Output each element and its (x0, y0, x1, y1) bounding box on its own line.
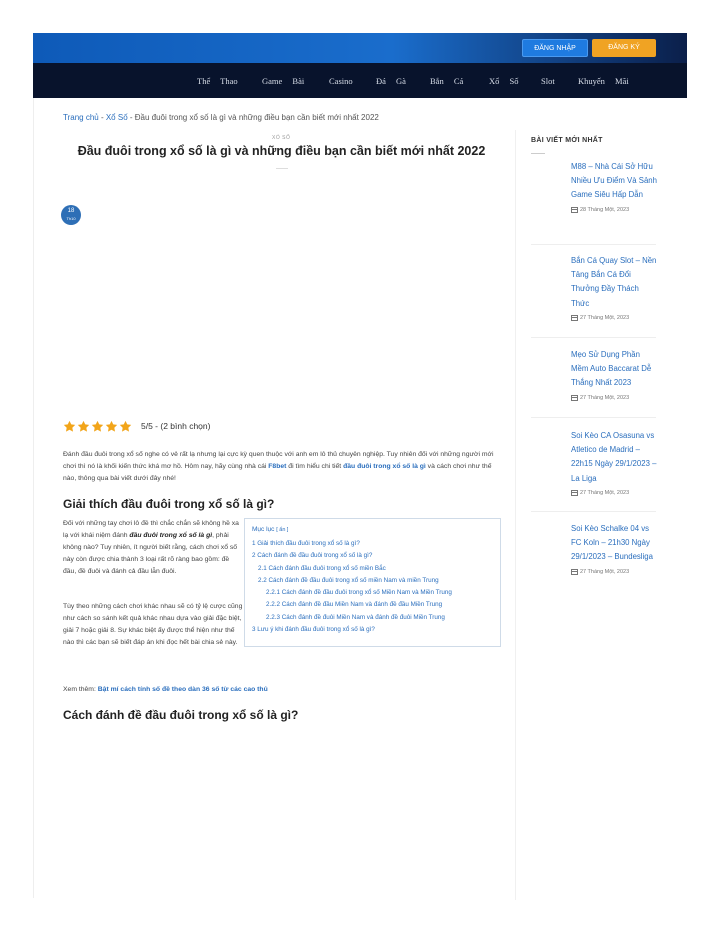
sidebar-title-divider (531, 153, 545, 154)
post-date-text: 27 Tháng Một, 2023 (580, 489, 630, 496)
post-date-text: 28 Tháng Một, 2023 (580, 206, 630, 213)
paragraph-text: Đối với những tay chơi lô đề thì chắc chắn sẽ không hề xa lạ với khái niệm đánh (63, 520, 239, 539)
toc-item[interactable]: 1 Giải thích đầu đuôi trong xổ số là gì? (252, 540, 360, 547)
date-badge (61, 205, 81, 225)
rating-text: 5/5 - (2 bình chọn) (141, 421, 211, 431)
content-border (33, 98, 34, 898)
intro-text: Đánh đầu đuôi trong xổ số nghe có vẻ rất lạ nhưng lại cực kỳ quen thuộc với anh em lô thủ chuyên nghiệp. Tuy nhiên đối với những người mới chơi thì nó là khối kiến thức khá mơ hồ. Hôm nay, hãy cùng nhà cái (63, 451, 494, 470)
paragraph-text: , phải không nào? Tuy nhiên, ít người biết rằng, cách chơi xổ số này còn được chia thành 3 loại rất rõ ràng bao gồm: đề đầu, đề đuôi và đánh cả đầu lẫn đuôi. (63, 532, 238, 575)
rating (63, 419, 210, 433)
sidebar-post (571, 522, 659, 575)
sidebar-separator (531, 417, 656, 418)
sidebar-post (571, 348, 659, 401)
star-icon[interactable] (91, 420, 104, 433)
star-icon[interactable] (105, 420, 118, 433)
paragraph-bold: đầu đuôi trong xổ số là gì (129, 532, 213, 539)
article-title: Đầu đuôi trong xổ số là gì và những điều bạn cần biết mới nhất 2022 (77, 144, 486, 158)
sidebar-title: BÀI VIẾT MỚI NHẤT (531, 137, 603, 144)
see-also-label: Xem thêm: (63, 686, 98, 693)
nav-item-xo-so[interactable]: Xổ Số (489, 76, 519, 86)
title-divider (276, 168, 288, 169)
intro-text: đi tìm hiểu chi tiết (286, 463, 344, 470)
intro-text: và cách chơi như thế nào, thông qua bài viết dưới đây nhé! (63, 463, 492, 482)
nav-item-da-ga[interactable]: Đá Gà (376, 76, 406, 86)
toc-toggle[interactable]: [ ẩn ] (276, 527, 289, 533)
sidebar-separator (531, 511, 656, 512)
top-header-bar (33, 33, 687, 63)
sidebar-post-title[interactable]: M88 – Nhà Cái Sở Hữu Nhiều Ưu Điểm Và Sảnh Game Siêu Hấp Dẫn (571, 162, 657, 200)
toc-item[interactable]: 2.2.2 Cách đánh đề đầu Miền Nam và đánh đề đầu Miền Trung (266, 601, 443, 609)
nav-item-casino[interactable]: Casino (329, 76, 353, 86)
sidebar-divider (515, 130, 516, 900)
calendar-icon (571, 315, 578, 321)
f8bet-link[interactable]: F8bet (268, 463, 287, 470)
sidebar-post-date (571, 569, 659, 575)
dau-duoi-link[interactable]: đầu đuôi trong xổ số là gì (343, 463, 426, 470)
sidebar-post-date (571, 207, 659, 213)
star-icon[interactable] (77, 420, 90, 433)
breadcrumb-category[interactable]: Xổ Số (105, 113, 128, 122)
paragraph-2: Tùy theo những cách chơi khác nhau sẽ có tỷ lệ cược cũng như cách so sánh kết quả khác nhau dựa vào giải đặc biệt, giải 7 hoặc giải 8. Sự khác biệt ấy được thể hiện như thế nào thì các bạn sẽ biết đáp án khi đọc hết bài chia sẻ này. (63, 603, 243, 646)
section-heading-1: Giải thích đầu đuôi trong xổ số là gì? (63, 497, 275, 511)
see-also-link[interactable]: Bật mí cách tính số đề theo dàn 36 số từ các cao thủ (97, 686, 268, 693)
sidebar-post (571, 160, 659, 213)
login-button[interactable]: ĐĂNG NHẬP (522, 39, 588, 57)
post-date-text: 27 Tháng Một, 2023 (580, 394, 630, 401)
nav-item-ban-ca[interactable]: Bắn Cá (430, 76, 464, 86)
star-icon[interactable] (63, 420, 76, 433)
sidebar-separator (531, 337, 656, 338)
paragraph-1 (63, 518, 243, 578)
toc-item[interactable]: 2 Cách đánh đề đầu đuôi trong xổ số là gì? (252, 552, 373, 560)
article-category[interactable]: XỔ SỐ (272, 135, 291, 141)
toc-item[interactable]: 2.1 Cách đánh đầu đuôi trong xổ số miền Bắc (258, 564, 386, 572)
nav-item-the-thao[interactable]: Thể Thao (197, 76, 238, 86)
nav-item-slot[interactable]: Slot (541, 76, 555, 86)
calendar-icon (571, 395, 578, 401)
article-intro (63, 449, 503, 485)
toc-title: Mục lục (252, 526, 275, 533)
breadcrumb-separator: - (98, 113, 106, 122)
date-month: Th10 (66, 216, 76, 221)
sidebar-post-date (571, 315, 659, 321)
breadcrumb-separator: - (127, 113, 135, 122)
sidebar-post-date (571, 395, 659, 401)
sidebar-post-title[interactable]: Mẹo Sử Dụng Phần Mềm Auto Baccarat Dễ Thắng Nhất 2023 (571, 350, 652, 388)
sidebar-post-title[interactable]: Bắn Cá Quay Slot – Nền Tảng Bắn Cá Đổi Thưởng Đầy Thách Thức (571, 256, 657, 308)
post-date-text: 27 Tháng Một, 2023 (580, 568, 630, 575)
nav-item-khuyen-mai[interactable]: Khuyến Mãi (578, 76, 629, 86)
section-heading-2: Cách đánh đề đầu đuôi trong xổ số là gì? (63, 708, 299, 722)
sidebar-post (571, 254, 659, 321)
breadcrumb-current: Đầu đuôi trong xổ số là gì và những điều bạn cần biết mới nhất 2022 (134, 113, 379, 122)
table-of-contents (244, 518, 501, 647)
star-icon[interactable] (119, 420, 132, 433)
calendar-icon (571, 207, 578, 213)
register-button[interactable]: ĐĂNG KÝ (592, 39, 656, 57)
toc-item[interactable]: 2.2.1 Cách đánh đề đầu đuôi trong xổ số Miền Nam và Miền Trung (266, 589, 452, 597)
calendar-icon (571, 569, 578, 575)
post-date-text: 27 Tháng Một, 2023 (580, 314, 630, 321)
sidebar-post-date (571, 490, 659, 496)
toc-item[interactable]: 2.2.3 Cách đánh đề đuôi Miền Nam và đánh đề đuôi Miền Trung (266, 613, 445, 621)
see-also (63, 686, 268, 693)
calendar-icon (571, 490, 578, 496)
sidebar-separator (531, 244, 656, 245)
sidebar-post-title[interactable]: Soi Kèo Schalke 04 vs FC Koln – 21h30 Ngày 29/1/2023 – Bundesliga (571, 524, 653, 562)
sidebar-post (571, 429, 659, 496)
date-day: 18 (67, 208, 75, 214)
breadcrumb-home[interactable]: Trang chủ (63, 113, 99, 122)
sidebar-post-title[interactable]: Soi Kèo CA Osasuna vs Atletico de Madrid – 22h15 Ngày 29/1/2023 – La Liga (571, 431, 657, 483)
toc-item[interactable]: 2.2 Cách đánh đề đầu đuôi trong xổ số miền Nam và miền Trung (258, 576, 439, 584)
toc-heading (252, 526, 493, 533)
nav-item-game-bai[interactable]: Game Bài (262, 76, 305, 86)
breadcrumb (63, 113, 379, 122)
toc-item[interactable]: 3 Lưu ý khi đánh đầu đuôi trong xổ số là gì? (252, 626, 375, 634)
